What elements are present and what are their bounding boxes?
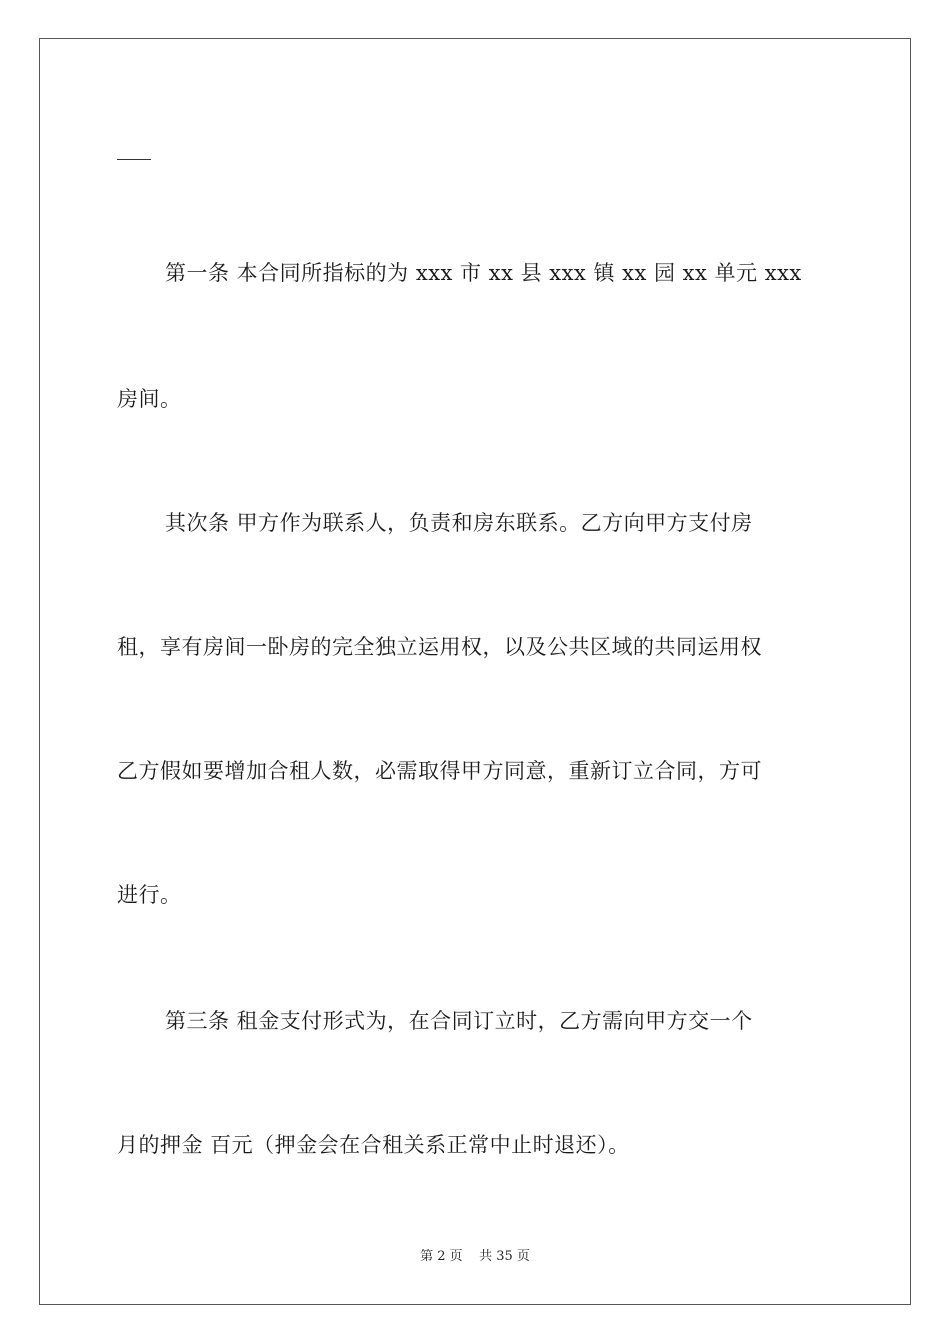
article-1-line-1: 第一条 本合同所指标的为 xxx 市 xx 县 xxx 镇 xx 园 xx 单元 xxx xyxy=(165,261,802,285)
article-3-line-2: 月的押金 百元（押金会在合租关系正常中止时退还）。 xyxy=(117,1133,630,1157)
page-footer xyxy=(0,1248,950,1266)
article-3-line-1: 第三条 租金支付形式为，在合同订立时，乙方需向甲方交一个 xyxy=(165,1009,753,1033)
article-2-line-4: 进行。 xyxy=(117,883,182,907)
header-rule xyxy=(117,159,151,160)
article-1-line-2: 房间。 xyxy=(117,387,182,411)
page-border xyxy=(39,38,911,1305)
article-2-line-1: 其次条 甲方作为联系人，负责和房东联系。乙方向甲方支付房 xyxy=(165,511,753,535)
article-2-line-2: 租，享有房间一卧房的完全独立运用权，以及公共区域的共同运用权 xyxy=(117,635,762,659)
article-2-line-3: 乙方假如要增加合租人数，必需取得甲方同意，重新订立合同，方可 xyxy=(117,759,762,783)
page-number: 第 2 页 共 35 页 xyxy=(420,1249,530,1264)
